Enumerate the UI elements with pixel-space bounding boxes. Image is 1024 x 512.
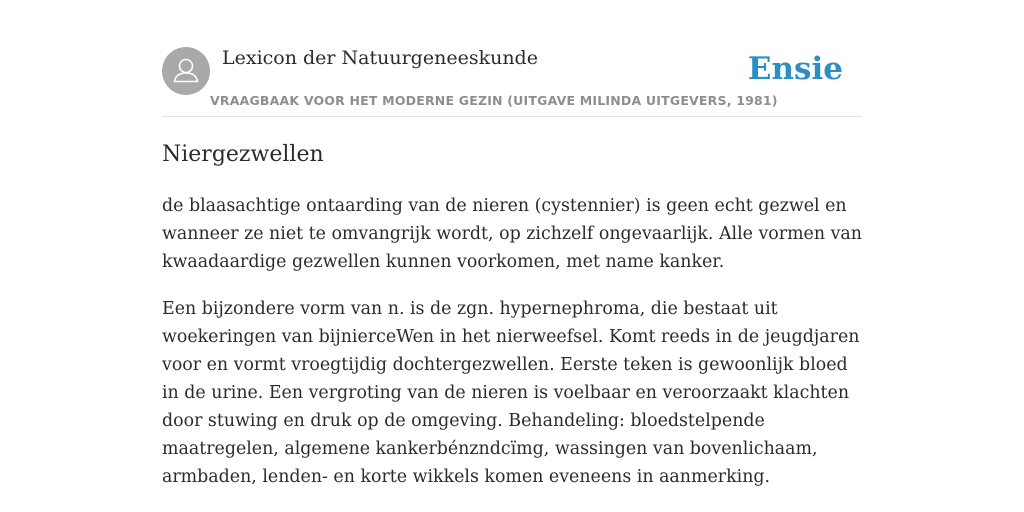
entry-definition (162, 192, 862, 510)
source-title[interactable]: Lexicon der Natuurgeneeskunde (222, 47, 538, 69)
source-header (162, 0, 862, 117)
brand-logo[interactable]: Ensie (747, 51, 843, 87)
person-outline-icon (162, 47, 210, 95)
source-subtitle: VRAAGBAAK VOOR HET MODERNE GEZIN (UITGAVE MILINDA UITGEVERS, 1981) (210, 93, 778, 108)
entry-term: Niergezwellen (162, 142, 324, 167)
user-avatar-icon[interactable] (162, 47, 210, 95)
definition-paragraph-1: de blaasachtige ontaarding van de nieren (cystennier) is geen echt gezwel en wanneer ze niet te omvangrijk wordt, op zichzelf ongevaarlijk. Alle vormen van kwaadaardige gezwellen kunnen voorkomen, met name kanker. (162, 196, 862, 272)
definition-paragraph-2: Een bijzondere vorm van n. is de zgn. hypernephroma, die bestaat uit woekeringen van bijnierceWen in het nierweefsel. Komt reeds in de jeugdjaren voor en vormt vroegtijdig dochtergezwellen. Eerste teken is gewoonlijk bloed in de urine. Een vergroting van de nieren is voelbaar en veroorzaakt klachten door stuwing en druk op de omgeving. Behandeling: bloedstelpende maatregelen, algemene kankerbénzndcïmg, wassingen van bovenlichaam, armbaden, lenden- en korte wikkels komen eveneens in aanmerking. (162, 299, 860, 487)
